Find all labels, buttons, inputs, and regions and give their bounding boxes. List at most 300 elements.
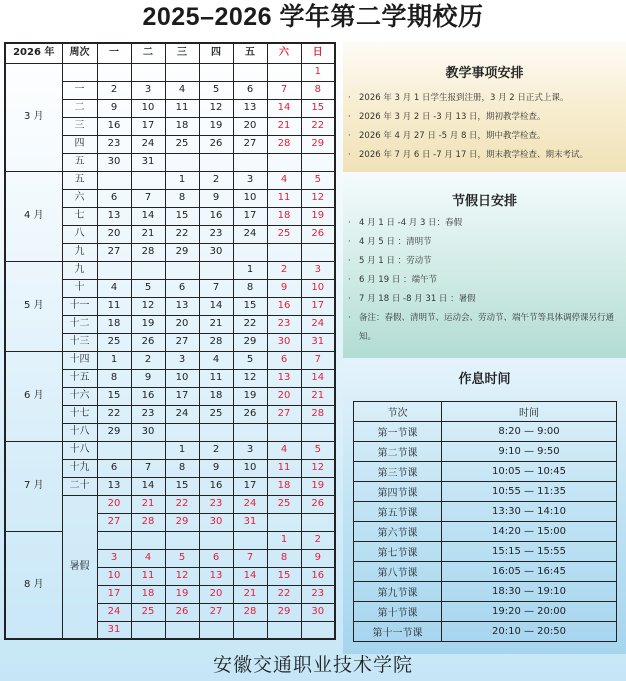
day-cell — [165, 621, 199, 639]
day-cell: 18 — [97, 315, 131, 333]
week-number: 七 — [62, 207, 97, 225]
day-cell: 5 — [199, 81, 233, 99]
day-cell: 3 — [233, 441, 267, 459]
day-cell: 7 — [301, 351, 335, 369]
day-cell: 19 — [199, 117, 233, 135]
day-cell: 1 — [233, 261, 267, 279]
day-cell: 30 — [301, 603, 335, 621]
day-cell: 11 — [165, 99, 199, 117]
day-cell: 24 — [97, 603, 131, 621]
day-header-fri: 五 — [233, 43, 267, 63]
day-cell: 16 — [199, 207, 233, 225]
day-cell: 20 — [267, 387, 301, 405]
holiday-panel — [343, 176, 626, 358]
day-cell: 19 — [165, 585, 199, 603]
time-cell: 10:55 — 11:35 — [442, 482, 617, 502]
calendar-week-row — [5, 171, 335, 189]
day-cell: 15 — [165, 477, 199, 495]
day-cell: 18 — [165, 117, 199, 135]
teaching-item: · 2026 年 4 月 27 日 -5 月 8 日，期中教学检查。 — [343, 127, 626, 146]
calendar-week-row — [5, 441, 335, 459]
day-cell — [199, 153, 233, 171]
day-cell: 20 — [165, 315, 199, 333]
bullet-icon: · — [348, 275, 351, 285]
day-cell: 24 — [165, 405, 199, 423]
day-cell — [199, 621, 233, 639]
day-cell: 7 — [199, 279, 233, 297]
day-cell: 20 — [97, 495, 131, 513]
day-cell: 25 — [267, 495, 301, 513]
day-cell: 2 — [267, 261, 301, 279]
page-title: 2025–2026 学年第二学期校历 — [142, 3, 484, 31]
time-cell: 19:20 — 20:00 — [442, 602, 617, 622]
day-cell: 6 — [233, 81, 267, 99]
day-cell — [301, 153, 335, 171]
day-cell — [199, 423, 233, 441]
day-cell: 21 — [267, 117, 301, 135]
day-cell — [267, 63, 301, 81]
day-cell: 18 — [267, 477, 301, 495]
period-cell: 第五节课 — [354, 502, 442, 522]
day-header-sat: 六 — [267, 43, 301, 63]
holiday-item: · 4 月 1 日 -4 月 3 日：春假 — [343, 214, 626, 233]
day-cell: 25 — [97, 333, 131, 351]
day-cell: 5 — [165, 549, 199, 567]
day-cell: 12 — [199, 99, 233, 117]
day-cell: 31 — [233, 513, 267, 531]
week-number: 十二 — [62, 315, 97, 333]
period-cell: 第七节课 — [354, 542, 442, 562]
day-cell: 15 — [233, 297, 267, 315]
day-cell — [233, 621, 267, 639]
day-cell: 9 — [301, 549, 335, 567]
day-cell: 16 — [199, 477, 233, 495]
day-cell: 6 — [165, 279, 199, 297]
day-cell: 27 — [267, 405, 301, 423]
day-cell: 13 — [267, 369, 301, 387]
calendar-header-row — [5, 43, 335, 63]
calendar-table — [4, 42, 336, 640]
time-cell: 15:15 — 15:55 — [442, 542, 617, 562]
time-cell: 20:10 — 20:50 — [442, 622, 617, 642]
week-number: 十六 — [62, 387, 97, 405]
day-cell — [301, 423, 335, 441]
day-cell — [165, 531, 199, 549]
period-cell: 第四节课 — [354, 482, 442, 502]
day-cell: 1 — [97, 351, 131, 369]
week-number: 十一 — [62, 297, 97, 315]
day-cell: 4 — [199, 351, 233, 369]
day-cell: 28 — [301, 405, 335, 423]
week-number: 十八 — [62, 423, 97, 441]
day-cell — [233, 243, 267, 261]
day-cell: 10 — [233, 189, 267, 207]
time-cell: 13:30 — 14:10 — [442, 502, 617, 522]
schedule-row — [354, 542, 617, 562]
day-cell: 14 — [199, 297, 233, 315]
day-cell — [233, 531, 267, 549]
day-cell: 5 — [301, 441, 335, 459]
day-cell: 3 — [233, 171, 267, 189]
day-cell: 15 — [301, 99, 335, 117]
day-cell: 31 — [97, 621, 131, 639]
day-cell: 11 — [199, 369, 233, 387]
day-cell: 18 — [199, 387, 233, 405]
day-cell: 21 — [131, 495, 165, 513]
day-cell: 2 — [199, 171, 233, 189]
teaching-item: · 2026 年 3 月 2 日 -3 月 13 日，期初教学检查。 — [343, 108, 626, 127]
day-cell — [267, 621, 301, 639]
day-cell: 11 — [267, 189, 301, 207]
day-cell: 21 — [301, 387, 335, 405]
day-cell: 18 — [267, 207, 301, 225]
schedule-row — [354, 502, 617, 522]
week-header: 周次 — [62, 43, 97, 63]
day-cell — [165, 261, 199, 279]
schedule-title: 作息时间 — [458, 372, 511, 387]
week-number: 十八 — [62, 441, 97, 459]
day-cell — [165, 423, 199, 441]
time-cell: 18:30 — 19:10 — [442, 582, 617, 602]
day-cell: 8 — [165, 189, 199, 207]
day-cell: 27 — [97, 243, 131, 261]
day-cell: 13 — [199, 567, 233, 585]
day-cell: 30 — [97, 153, 131, 171]
day-cell: 17 — [165, 387, 199, 405]
day-cell: 22 — [165, 225, 199, 243]
day-cell — [301, 621, 335, 639]
week-number: 九 — [62, 261, 97, 279]
day-header-wed: 三 — [165, 43, 199, 63]
teaching-panel — [343, 42, 626, 172]
day-cell: 9 — [199, 459, 233, 477]
day-cell: 4 — [131, 549, 165, 567]
schedule-row — [354, 422, 617, 442]
day-cell: 16 — [267, 297, 301, 315]
week-number: 六 — [62, 189, 97, 207]
day-cell: 23 — [199, 495, 233, 513]
school-name: 安徽交通职业技术学院 — [212, 654, 413, 676]
day-cell — [301, 243, 335, 261]
bullet-icon: · — [348, 313, 351, 323]
holiday-title: 节假日安排 — [451, 194, 517, 209]
day-cell: 29 — [233, 333, 267, 351]
calendar-week-row — [5, 351, 335, 369]
bullet-icon: · — [348, 131, 351, 141]
calendar-week-row — [5, 63, 335, 81]
day-cell: 17 — [131, 117, 165, 135]
period-cell: 第八节课 — [354, 562, 442, 582]
day-cell: 2 — [301, 531, 335, 549]
day-cell: 22 — [165, 495, 199, 513]
day-cell: 22 — [97, 405, 131, 423]
day-cell: 29 — [301, 135, 335, 153]
day-cell: 11 — [267, 459, 301, 477]
day-cell — [131, 621, 165, 639]
week-number: 二 — [62, 99, 97, 117]
day-cell: 23 — [97, 135, 131, 153]
period-header: 节次 — [354, 402, 442, 422]
day-cell: 6 — [97, 189, 131, 207]
week-number: 四 — [62, 135, 97, 153]
day-cell — [267, 153, 301, 171]
day-cell: 22 — [301, 117, 335, 135]
day-cell — [233, 423, 267, 441]
bullet-icon: · — [348, 256, 351, 266]
day-cell — [267, 243, 301, 261]
calendar-week-row — [5, 531, 335, 549]
day-cell: 14 — [301, 369, 335, 387]
bullet-icon: · — [348, 150, 351, 160]
day-cell: 25 — [131, 603, 165, 621]
day-cell: 12 — [165, 567, 199, 585]
day-header-mon: 一 — [97, 43, 131, 63]
day-cell: 25 — [165, 135, 199, 153]
day-cell: 4 — [267, 441, 301, 459]
month-label: 3 月 — [5, 63, 62, 171]
day-cell: 25 — [267, 225, 301, 243]
holiday-item: · 5 月 1 日 ：劳动节 — [343, 252, 626, 271]
day-cell: 24 — [233, 495, 267, 513]
day-cell: 3 — [301, 261, 335, 279]
day-cell: 2 — [97, 81, 131, 99]
day-cell: 26 — [131, 333, 165, 351]
day-cell: 27 — [233, 135, 267, 153]
day-cell — [199, 261, 233, 279]
holiday-note: · 备注：春假、清明节、运动会、劳动节、端午节等具体调停课另行通知。 — [343, 309, 626, 347]
period-cell: 第一节课 — [354, 422, 442, 442]
year-header: 2026 年 — [5, 43, 62, 63]
day-cell: 3 — [97, 549, 131, 567]
day-cell — [301, 513, 335, 531]
day-cell: 3 — [131, 81, 165, 99]
time-header: 时间 — [442, 402, 617, 422]
period-cell: 第六节课 — [354, 522, 442, 542]
day-cell: 9 — [97, 99, 131, 117]
week-number: 十三 — [62, 333, 97, 351]
time-cell: 14:20 — 15:00 — [442, 522, 617, 542]
schedule-row — [354, 482, 617, 502]
holiday-item: · 7 月 18 日 -8 月 31 日 ：暑假 — [343, 290, 626, 309]
day-cell: 6 — [97, 459, 131, 477]
day-cell: 16 — [301, 567, 335, 585]
day-cell: 4 — [97, 279, 131, 297]
day-cell: 12 — [301, 189, 335, 207]
day-cell: 5 — [131, 279, 165, 297]
day-cell: 6 — [199, 549, 233, 567]
day-cell: 8 — [301, 81, 335, 99]
day-cell — [97, 441, 131, 459]
day-cell: 7 — [131, 189, 165, 207]
week-number: 十五 — [62, 369, 97, 387]
day-cell: 28 — [131, 243, 165, 261]
schedule-row — [354, 522, 617, 542]
day-cell — [199, 531, 233, 549]
time-cell: 9:10 — 9:50 — [442, 442, 617, 462]
schedule-table — [353, 401, 617, 642]
day-cell: 23 — [301, 585, 335, 603]
day-cell: 23 — [131, 405, 165, 423]
day-cell: 12 — [233, 369, 267, 387]
day-cell: 10 — [131, 99, 165, 117]
day-cell: 22 — [267, 585, 301, 603]
day-cell: 17 — [301, 297, 335, 315]
day-cell: 21 — [233, 585, 267, 603]
day-cell: 29 — [267, 603, 301, 621]
day-cell: 20 — [233, 117, 267, 135]
schedule-row — [354, 442, 617, 462]
day-cell: 30 — [199, 513, 233, 531]
month-label: 8 月 — [5, 531, 62, 639]
period-cell: 第十一节课 — [354, 622, 442, 642]
week-number: 九 — [62, 243, 97, 261]
period-cell: 第三节课 — [354, 462, 442, 482]
day-cell: 7 — [267, 81, 301, 99]
day-cell: 10 — [233, 459, 267, 477]
day-cell: 12 — [131, 297, 165, 315]
day-cell: 15 — [267, 567, 301, 585]
day-cell: 29 — [97, 423, 131, 441]
day-cell: 10 — [165, 369, 199, 387]
day-cell: 27 — [199, 603, 233, 621]
day-cell: 17 — [97, 585, 131, 603]
day-cell: 15 — [165, 207, 199, 225]
day-cell: 9 — [267, 279, 301, 297]
holiday-list — [343, 214, 626, 347]
calendar-body — [5, 63, 335, 639]
schedule-row — [354, 562, 617, 582]
day-cell: 22 — [233, 315, 267, 333]
day-cell: 13 — [97, 477, 131, 495]
schedule-panel — [343, 360, 626, 654]
day-cell: 19 — [301, 207, 335, 225]
day-cell — [267, 423, 301, 441]
day-cell: 2 — [199, 441, 233, 459]
day-cell: 19 — [233, 387, 267, 405]
day-cell: 31 — [131, 153, 165, 171]
week-number: 十七 — [62, 405, 97, 423]
summer-vacation-label: 暑假 — [62, 495, 97, 639]
period-cell: 第十节课 — [354, 602, 442, 622]
day-cell — [97, 531, 131, 549]
day-cell: 29 — [165, 243, 199, 261]
day-cell: 14 — [267, 99, 301, 117]
calendar-week-row — [5, 261, 335, 279]
day-cell: 1 — [165, 441, 199, 459]
day-header-thu: 四 — [199, 43, 233, 63]
day-cell: 6 — [267, 351, 301, 369]
day-cell — [233, 63, 267, 81]
bullet-icon: · — [348, 112, 351, 122]
day-cell: 17 — [233, 207, 267, 225]
teaching-list — [343, 89, 626, 165]
day-cell: 30 — [267, 333, 301, 351]
day-header-sun: 日 — [301, 43, 335, 63]
day-cell: 1 — [301, 63, 335, 81]
time-cell: 10:05 — 10:45 — [442, 462, 617, 482]
day-cell: 11 — [97, 297, 131, 315]
day-cell: 21 — [131, 225, 165, 243]
week-number: 三 — [62, 117, 97, 135]
schedule-row — [354, 462, 617, 482]
day-cell: 28 — [233, 603, 267, 621]
day-cell: 16 — [131, 387, 165, 405]
day-cell: 23 — [267, 315, 301, 333]
day-cell: 8 — [233, 279, 267, 297]
day-cell: 1 — [165, 171, 199, 189]
day-cell: 7 — [131, 459, 165, 477]
week-number: 五 — [62, 153, 97, 171]
day-cell: 29 — [165, 513, 199, 531]
day-cell: 14 — [131, 477, 165, 495]
day-cell: 1 — [267, 531, 301, 549]
day-cell: 19 — [131, 315, 165, 333]
week-number: 十九 — [62, 459, 97, 477]
holiday-item: · 4 月 5 日 ：清明节 — [343, 233, 626, 252]
day-cell: 11 — [131, 567, 165, 585]
day-cell — [97, 171, 131, 189]
week-number: 二十 — [62, 477, 97, 495]
day-cell: 10 — [301, 279, 335, 297]
day-cell: 24 — [301, 315, 335, 333]
schedule-header-row — [354, 402, 617, 422]
day-cell: 28 — [199, 333, 233, 351]
day-cell: 5 — [301, 171, 335, 189]
day-cell — [199, 63, 233, 81]
day-cell: 5 — [233, 351, 267, 369]
week-number: 八 — [62, 225, 97, 243]
day-cell: 8 — [165, 459, 199, 477]
teaching-item: · 2026 年 3 月 1 日学生报到注册，3 月 2 日正式上课。 — [343, 89, 626, 108]
week-number: 十 — [62, 279, 97, 297]
bullet-icon: · — [348, 237, 351, 247]
day-header-tue: 二 — [131, 43, 165, 63]
day-cell: 15 — [97, 387, 131, 405]
day-cell: 26 — [301, 495, 335, 513]
day-cell: 8 — [97, 369, 131, 387]
day-cell: 12 — [301, 459, 335, 477]
day-cell: 9 — [131, 369, 165, 387]
day-cell: 8 — [267, 549, 301, 567]
day-cell: 16 — [97, 117, 131, 135]
day-cell: 20 — [199, 585, 233, 603]
day-cell: 14 — [131, 207, 165, 225]
day-cell — [131, 171, 165, 189]
day-cell: 26 — [199, 135, 233, 153]
day-cell: 21 — [199, 315, 233, 333]
schedule-row — [354, 622, 617, 642]
time-cell: 8:20 — 9:00 — [442, 422, 617, 442]
day-cell: 24 — [131, 135, 165, 153]
time-cell: 16:05 — 16:45 — [442, 562, 617, 582]
day-cell — [165, 153, 199, 171]
schedule-row — [354, 582, 617, 602]
day-cell — [233, 153, 267, 171]
bullet-icon: · — [348, 218, 351, 228]
day-cell: 4 — [165, 81, 199, 99]
day-cell: 13 — [97, 207, 131, 225]
day-cell — [165, 63, 199, 81]
bullet-icon: · — [348, 294, 351, 304]
bullet-icon: · — [348, 93, 351, 103]
day-cell — [267, 513, 301, 531]
teaching-title: 教学事项安排 — [445, 66, 524, 81]
period-cell: 第二节课 — [354, 442, 442, 462]
day-cell: 24 — [233, 225, 267, 243]
day-cell: 26 — [165, 603, 199, 621]
day-cell — [131, 63, 165, 81]
day-cell: 28 — [131, 513, 165, 531]
